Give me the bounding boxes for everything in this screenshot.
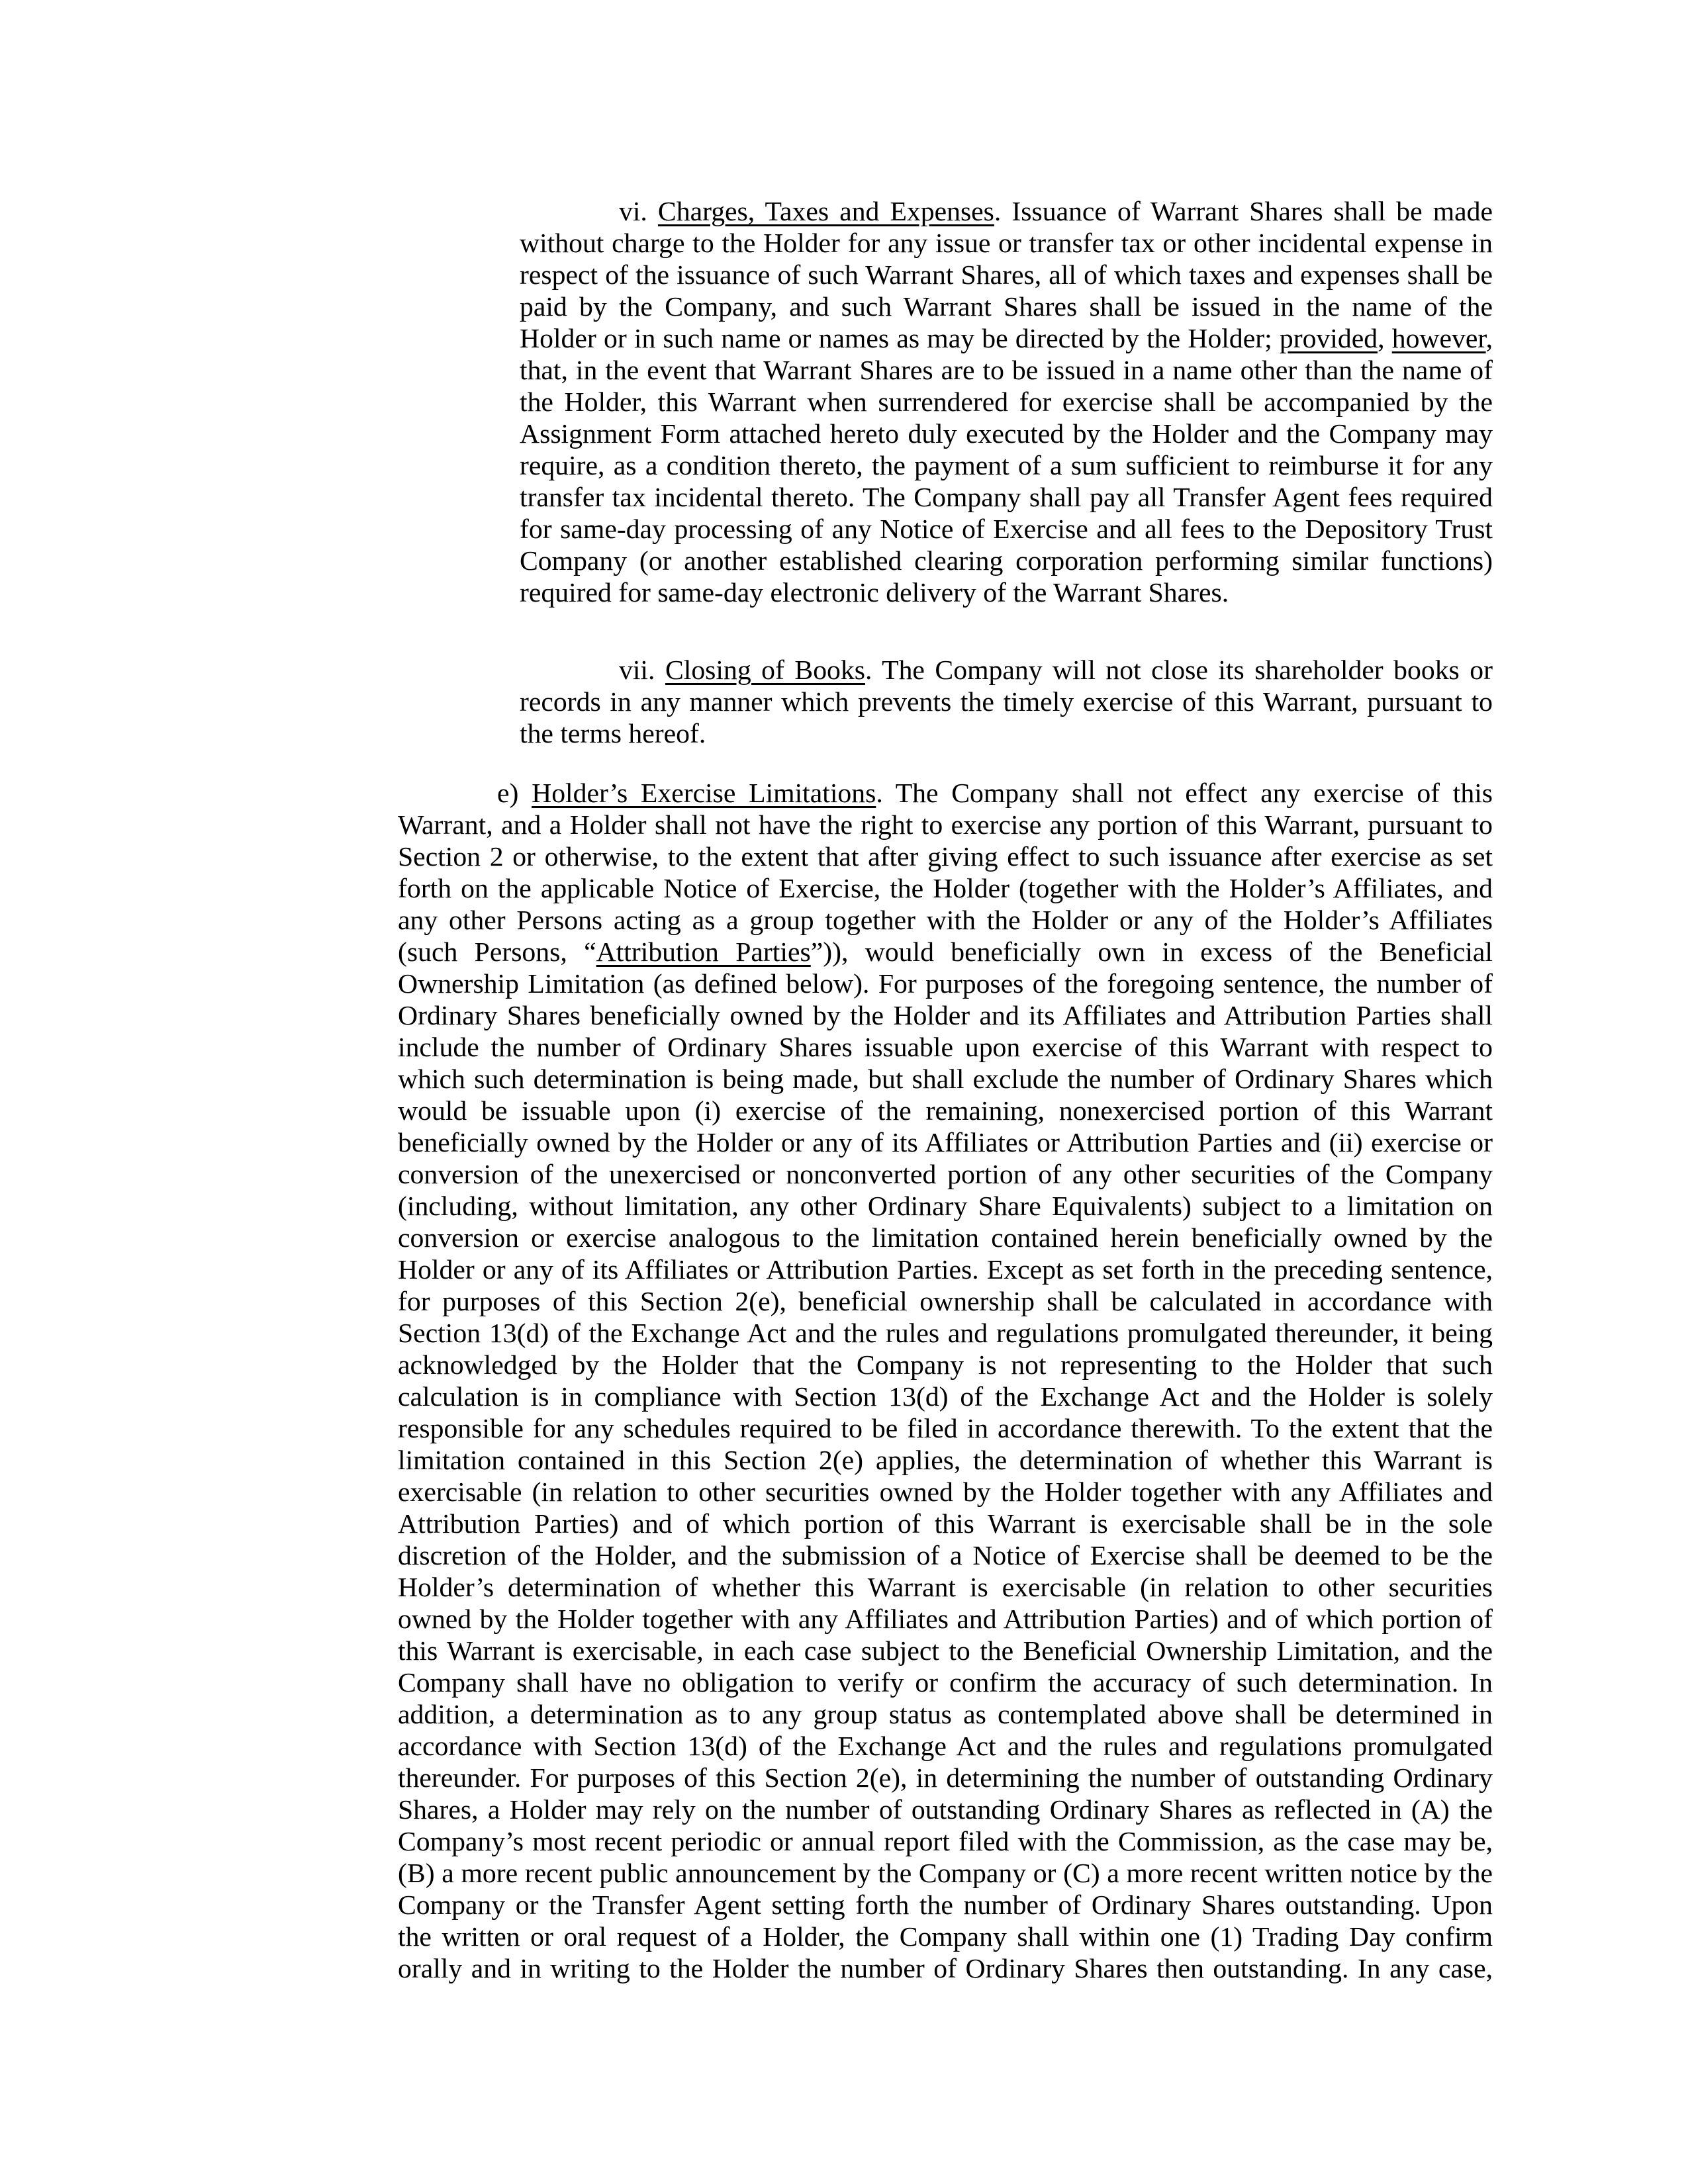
text-run: Ordinary Shares beneficially owned by the Holder and its Affiliates and Attribution Parties shall xyxy=(398,1001,1493,1031)
text-line xyxy=(520,259,1493,291)
text-line xyxy=(520,228,1493,259)
text-line xyxy=(398,1508,1493,1540)
text-line xyxy=(520,418,1493,450)
text-line xyxy=(398,1349,1493,1381)
text-run: orally and in writing to the Holder the number of Ordinary Shares then outstanding. In any case, xyxy=(398,1954,1493,1984)
text-line xyxy=(398,1826,1493,1858)
text-run: vi. xyxy=(619,197,658,227)
text-run: would be issuable upon (i) exercise of the remaining, nonexercised portion of this Warrant xyxy=(398,1096,1493,1126)
text-run: acknowledged by the Holder that the Company is not representing to the Holder that such xyxy=(398,1350,1493,1381)
text-run: calculation is in compliance with Section 13(d) of the Exchange Act and the Holder is solely xyxy=(398,1382,1493,1412)
text-run: conversion of the unexercised or nonconverted portion of any other securities of the Company xyxy=(398,1160,1493,1190)
text-run: (such Persons, “ xyxy=(398,937,596,968)
text-run: respect of the issuance of such Warrant Shares, all of which taxes and expenses shall be xyxy=(520,260,1493,291)
text-line xyxy=(520,450,1493,482)
text-run: conversion or exercise analogous to the limitation contained herein beneficially owned by the xyxy=(398,1223,1493,1253)
text-line xyxy=(520,323,1493,355)
text-line xyxy=(398,809,1493,841)
text-run: Section 13(d) of the Exchange Act and the rules and regulations promulgated thereunder, it being xyxy=(398,1318,1493,1349)
text-run: Assignment Form attached hereto duly executed by the Holder and the Company may xyxy=(520,419,1493,449)
text-run: the terms hereof. xyxy=(520,719,706,749)
text-run: thereunder. For purposes of this Section 2(e), in determining the number of outstanding Ordinary xyxy=(398,1763,1493,1794)
text-line xyxy=(398,1191,1493,1222)
text-line xyxy=(398,1095,1493,1127)
text-run: . Issuance of Warrant Shares shall be made xyxy=(994,197,1493,227)
text-line xyxy=(398,1032,1493,1064)
text-run: . The Company shall not effect any exercise of this xyxy=(876,778,1493,809)
text-line xyxy=(398,873,1493,905)
text-line xyxy=(520,718,1493,750)
text-line xyxy=(398,1604,1493,1635)
text-line xyxy=(398,1159,1493,1191)
text-line xyxy=(520,291,1493,323)
text-run: any other Persons acting as a group together with the Holder or any of the Holder’s Affiliates xyxy=(398,905,1493,936)
text-run: Holder’s determination of whether this Warrant is exercisable (in relation to other securities xyxy=(398,1572,1493,1603)
text-run: this Warrant is exercisable, in each case subject to the Beneficial Ownership Limitation, and the xyxy=(398,1636,1493,1666)
underlined-text: however xyxy=(1391,324,1486,354)
text-line xyxy=(520,196,1493,228)
text-run: paid by the Company, and such Warrant Shares shall be issued in the name of the xyxy=(520,292,1493,322)
text-line xyxy=(398,905,1493,936)
text-run: limitation contained in this Section 2(e) applies, the determination of whether this Warrant is xyxy=(398,1445,1493,1476)
text-run: Section 2 or otherwise, to the extent that after giving effect to such issuance after exercise as set xyxy=(398,842,1493,872)
document-content xyxy=(0,196,1688,1985)
text-line xyxy=(398,841,1493,873)
paragraph-vi xyxy=(520,196,1493,609)
text-run: Company’s most recent periodic or annual report filed with the Commission, as the case may be, xyxy=(398,1827,1493,1857)
text-run: exercisable (in relation to other securities owned by the Holder together with any Affiliates and xyxy=(398,1477,1493,1508)
text-run: Shares, a Holder may rely on the number of outstanding Ordinary Shares as reflected in (A) the xyxy=(398,1795,1493,1825)
text-run: responsible for any schedules required to be filed in accordance therewith. To the extent that the xyxy=(398,1414,1493,1444)
text-run: required for same-day electronic delivery of the Warrant Shares. xyxy=(520,578,1229,608)
text-line xyxy=(398,1127,1493,1159)
text-line xyxy=(520,514,1493,545)
text-line xyxy=(398,936,1493,968)
text-line xyxy=(398,1445,1493,1477)
text-run: for purposes of this Section 2(e), beneficial ownership shall be calculated in accordance with xyxy=(398,1287,1493,1317)
text-run: discretion of the Holder, and the submission of a Notice of Exercise shall be deemed to be the xyxy=(398,1541,1493,1571)
text-run: , xyxy=(1485,324,1493,354)
text-line xyxy=(398,1000,1493,1032)
text-line xyxy=(398,968,1493,1000)
text-run: include the number of Ordinary Shares issuable upon exercise of this Warrant with respect to xyxy=(398,1032,1493,1063)
text-line xyxy=(398,1762,1493,1794)
text-line xyxy=(398,1254,1493,1286)
text-run: accordance with Section 13(d) of the Exchange Act and the rules and regulations promulgated xyxy=(398,1731,1493,1762)
text-run: transfer tax incidental thereto. The Company shall pay all Transfer Agent fees required xyxy=(520,482,1493,513)
text-run: Company (or another established clearing corporation performing similar functions) xyxy=(520,546,1493,576)
text-line xyxy=(520,686,1493,718)
text-line xyxy=(398,1064,1493,1095)
text-line xyxy=(398,1222,1493,1254)
text-line xyxy=(398,1858,1493,1889)
text-line xyxy=(398,1667,1493,1699)
text-line xyxy=(398,1540,1493,1572)
text-line xyxy=(520,355,1493,387)
text-run: Company or the Transfer Agent setting forth the number of Ordinary Shares outstanding. Upon xyxy=(398,1890,1493,1921)
text-run: (B) a more recent public announcement by the Company or (C) a more recent written notice by the xyxy=(398,1858,1493,1889)
text-line xyxy=(398,1953,1493,1985)
paragraph-e xyxy=(398,778,1493,1985)
text-run: for same-day processing of any Notice of Exercise and all fees to the Depository Trust xyxy=(520,514,1493,545)
text-line xyxy=(520,545,1493,577)
text-line xyxy=(520,387,1493,418)
text-run: forth on the applicable Notice of Exercise, the Holder (together with the Holder’s Affiliates, and xyxy=(398,874,1493,904)
text-run: (including, without limitation, any other Ordinary Share Equivalents) subject to a limitation on xyxy=(398,1191,1493,1222)
text-line xyxy=(398,1889,1493,1921)
text-run: ”)), would beneficially own in excess of the Beneficial xyxy=(810,937,1493,968)
text-line xyxy=(398,1381,1493,1413)
text-line xyxy=(520,482,1493,514)
text-run: addition, a determination as to any group status as contemplated above shall be determined in xyxy=(398,1700,1493,1730)
text-run: Holder or in such name or names as may be directed by the Holder; xyxy=(520,324,1280,354)
underlined-text: Holder’s Exercise Limitations xyxy=(532,778,876,809)
text-run: . The Company will not close its shareholder books or xyxy=(865,655,1493,686)
text-run: owned by the Holder together with any Affiliates and Attribution Parties) and of which portion of xyxy=(398,1604,1493,1635)
underlined-text: Closing of Books xyxy=(665,655,865,686)
text-run: e) xyxy=(497,778,532,809)
text-run: Warrant, and a Holder shall not have the right to exercise any portion of this Warrant, pursuant to xyxy=(398,810,1493,841)
underlined-text: Attribution Parties xyxy=(596,937,811,968)
text-line xyxy=(398,1286,1493,1318)
text-line xyxy=(398,1921,1493,1953)
text-line xyxy=(398,1477,1493,1508)
text-run: , xyxy=(1378,324,1392,354)
text-run: which such determination is being made, but shall exclude the number of Ordinary Shares which xyxy=(398,1064,1493,1095)
text-run: Ownership Limitation (as defined below). For purposes of the foregoing sentence, the number of xyxy=(398,969,1493,999)
text-run: vii. xyxy=(619,655,665,686)
text-run: without charge to the Holder for any issue or transfer tax or other incidental expense in xyxy=(520,228,1493,259)
paragraph-vii xyxy=(520,655,1493,750)
text-run: the written or oral request of a Holder, the Company shall within one (1) Trading Day confirm xyxy=(398,1922,1493,1952)
underlined-text: Charges, Taxes and Expenses xyxy=(657,197,994,227)
text-run: beneficially owned by the Holder or any of its Affiliates or Attribution Parties and (ii) exercise or xyxy=(398,1128,1493,1158)
underlined-text: provided xyxy=(1279,324,1378,354)
text-run: that, in the event that Warrant Shares are to be issued in a name other than the name of xyxy=(520,355,1493,386)
text-line xyxy=(520,655,1493,686)
text-line xyxy=(398,1731,1493,1762)
text-run: records in any manner which prevents the timely exercise of this Warrant, pursuant to xyxy=(520,687,1493,717)
text-run: Holder or any of its Affiliates or Attribution Parties. Except as set forth in the preceding sentence, xyxy=(398,1255,1493,1285)
text-run: require, as a condition thereto, the payment of a sum sufficient to reimburse it for any xyxy=(520,451,1493,481)
text-run: the Holder, this Warrant when surrendered for exercise shall be accompanied by the xyxy=(520,387,1493,418)
text-line xyxy=(398,778,1493,809)
text-run: Attribution Parties) and of which portion of this Warrant is exercisable shall be in the sole xyxy=(398,1509,1493,1539)
text-line xyxy=(398,1318,1493,1349)
text-run: Company shall have no obligation to verify or confirm the accuracy of such determination. In xyxy=(398,1668,1493,1698)
text-line xyxy=(398,1699,1493,1731)
text-line xyxy=(398,1794,1493,1826)
text-line xyxy=(398,1413,1493,1445)
text-line xyxy=(398,1572,1493,1604)
text-line xyxy=(520,577,1493,609)
text-line xyxy=(398,1635,1493,1667)
